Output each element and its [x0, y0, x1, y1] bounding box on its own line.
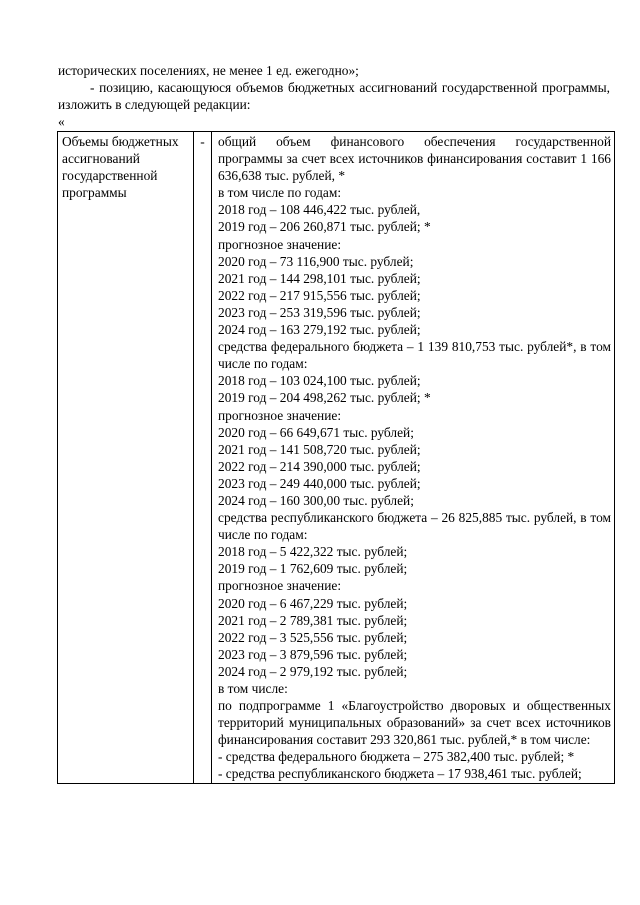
dash-cell: [194, 132, 212, 784]
republic-paragraph: средства республиканского бюджета – 26 825,885 тыс. рублей, в том числе по годам:: [218, 510, 611, 543]
list-item: 2024 год – 163 279,192 тыс. рублей;: [218, 322, 421, 338]
list-item: прогнозное значение:: [218, 578, 342, 594]
list-item: 2024 год – 2 979,192 тыс. рублей;: [218, 663, 408, 679]
label-text: Объемы бюджетных ассигнований государственной программы: [62, 134, 179, 201]
list-item: 2023 год – 3 879,596 тыс. рублей;: [218, 646, 408, 662]
intro-line-2: - позицию, касающуюся объемов бюджетных ассигнований государственной программы, изложить в следующей редакции:: [58, 80, 610, 112]
list-item: 2023 год – 249 440,000 тыс. рублей;: [218, 475, 421, 491]
list-item: 2023 год – 253 319,596 тыс. рублей;: [218, 304, 421, 320]
list-item: 2020 год – 66 649,671 тыс. рублей;: [218, 424, 414, 440]
list-item: 2024 год – 160 300,00 тыс. рублей;: [218, 492, 414, 508]
list-item: 2021 год – 141 508,720 тыс. рублей;: [218, 441, 421, 457]
list-item: 2018 год – 5 422,322 тыс. рублей;: [218, 544, 408, 560]
budget-table: [57, 131, 615, 784]
list-item: в том числе:: [218, 681, 288, 696]
dash-text: -: [200, 134, 205, 149]
list-item: прогнозное значение:: [218, 407, 342, 423]
list-item: 2020 год – 6 467,229 тыс. рублей;: [218, 595, 408, 611]
list-item: 2021 год – 2 789,381 тыс. рублей;: [218, 612, 408, 628]
list-item: 2022 год – 214 390,000 тыс. рублей;: [218, 458, 421, 474]
list-item: 2018 год – 103 024,100 тыс. рублей;: [218, 373, 421, 389]
total-years-header: в том числе по годам:: [218, 185, 342, 201]
subprogram-republic: - средства республиканского бюджета – 17 938,461 тыс. рублей;: [218, 766, 582, 782]
subprogram-paragraph: по подпрограмме 1 «Благоустройство дворовых и общественных территорий муниципальных образований» за счет всех источников финансирования составит 293 320,861 тыс. рублей,* в том числе:: [218, 698, 611, 748]
list-item: 2022 год – 3 525,556 тыс. рублей;: [218, 629, 408, 645]
list-item: 2018 год – 108 446,422 тыс. рублей,: [218, 202, 421, 218]
subprogram-federal: - средства федерального бюджета – 275 382,400 тыс. рублей; *: [218, 749, 575, 765]
list-item: 2022 год – 217 915,556 тыс. рублей;: [218, 287, 421, 303]
content-cell: [212, 132, 615, 784]
list-item: 2020 год – 73 116,900 тыс. рублей;: [218, 253, 414, 269]
label-cell: [58, 132, 194, 784]
federal-paragraph: средства федерального бюджета – 1 139 810,753 тыс. рублей*, в том числе по годам:: [218, 339, 611, 372]
opening-quote: «: [58, 114, 65, 129]
list-item: 2019 год – 206 260,871 тыс. рублей; *: [218, 219, 431, 235]
list-item: 2019 год – 204 498,262 тыс. рублей; *: [218, 390, 431, 406]
total-paragraph: общий объем финансового обеспечения государственной программы за счет всех источников финансирования составит 1 166 636,638 тыс. рублей, *: [218, 134, 611, 184]
table-row: [58, 132, 615, 784]
list-item: 2021 год – 144 298,101 тыс. рублей;: [218, 270, 421, 286]
list-item: 2019 год – 1 762,609 тыс. рублей;: [218, 561, 408, 577]
list-item: прогнозное значение:: [218, 236, 342, 252]
intro-text: [58, 62, 610, 113]
intro-line-1: исторических поселениях, не менее 1 ед. ежегодно»;: [58, 63, 359, 78]
